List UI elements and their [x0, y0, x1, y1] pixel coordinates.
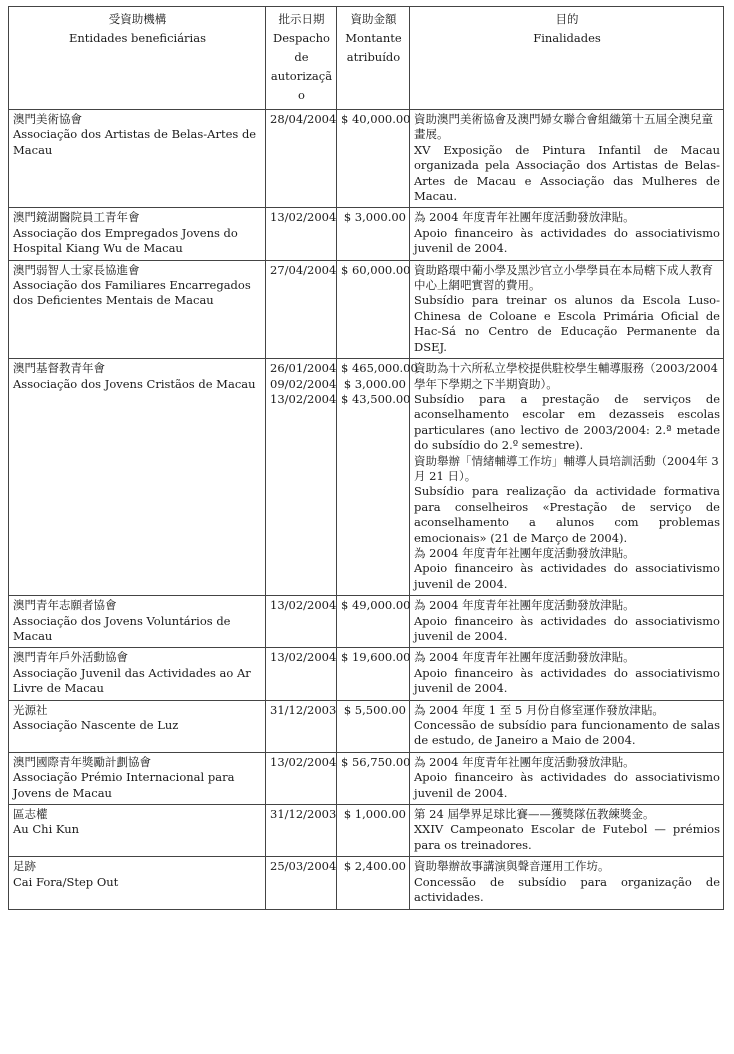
grant-purpose-block [414, 112, 720, 204]
header-entity-zh: 受資助機構 [108, 12, 167, 26]
entity-name-pt: Associação dos Jovens Voluntários de Macau [13, 613, 231, 643]
entity-cell [9, 110, 266, 208]
header-amount-pt1: Montante [345, 31, 402, 45]
purpose-zh: 為 2004 年度青年社團年度活動發放津貼。 [414, 754, 635, 769]
entity-name-zh: 澳門基督教青年會 [13, 361, 105, 376]
grant-purpose-block [414, 703, 720, 749]
entity-name-zh: 澳門鏡湖醫院員工青年會 [13, 210, 140, 225]
purpose-pt: Subsídio para a prestação de serviços de aconselhamento escolar em dezasseis escolas particulares (ano lectivo de 2003/2004: 2.ª metade do subsídio do 2.º semestre). [414, 391, 720, 453]
grant-date-block [270, 702, 337, 718]
grant-date: 28/04/2004 [270, 112, 337, 126]
purpose-cell [410, 857, 724, 909]
grant-amount: $ 56,750.00 [341, 754, 411, 769]
purpose-zh: 資助為十六所私立學校提供駐校學生輔導服務（2003/2004 學年下學期之下半期資助）。 [414, 361, 718, 391]
purpose-pt: Apoio financeiro às actividades do associativismo juvenil de 2004. [414, 770, 720, 800]
grant-amount-block [341, 807, 406, 822]
entity-cell [9, 700, 266, 752]
table-row [9, 596, 724, 648]
grant-date: 13/02/2004 [270, 754, 337, 769]
grant-amount-block [341, 859, 406, 874]
entity-name-zh: 足跡 [13, 859, 36, 874]
grant-date: 13/02/2004 [270, 650, 337, 665]
table-row [9, 752, 724, 804]
purpose-cell [410, 110, 724, 208]
purpose-pt: XV Exposição de Pintura Infantil de Macau organizada pela Associação dos Artistas de Belas-Artes de Macau e Associação das Mulheres de Macau. [414, 142, 720, 204]
grant-amount: $ 465,000.00 [341, 361, 418, 376]
purpose-zh: 資助澳門美術協會及澳門婦女聯合會組織第十五屆全澳兒童畫展。 [414, 112, 713, 142]
entity-name-pt: Cai Fora/Step Out [13, 874, 119, 889]
amount-cell [337, 752, 410, 804]
purpose-zh: 資助路環中葡小學及黑沙官立小學學員在本局轄下成人教育中心上網吧實習的費用。 [414, 262, 713, 293]
grant-date-block [270, 376, 337, 392]
header-date-pt2: autorização [270, 69, 333, 102]
entity-cell [9, 648, 266, 700]
grant-date: 25/03/2004 [270, 859, 337, 874]
grant-purpose-block [414, 859, 720, 905]
grant-date: 09/02/2004 [270, 376, 337, 391]
purpose-pt: Apoio financeiro às actividades do associativismo juvenil de 2004. [414, 665, 720, 696]
grant-amount-block [341, 650, 411, 665]
entity-name-zh: 澳門國際青年獎勵計劃協會 [13, 754, 151, 769]
amount-cell [337, 805, 410, 857]
grant-date-block [270, 859, 337, 874]
table-row [9, 110, 724, 208]
grant-amount-block [341, 112, 411, 127]
table-row [9, 805, 724, 857]
grant-amount-block [341, 361, 418, 376]
header-entity-pt: Entidades beneficiárias [68, 31, 206, 45]
purpose-pt: XXIV Campeonato Escolar de Futebol — prémios para os treinadores. [414, 822, 720, 852]
date-cell [266, 805, 337, 857]
grant-purpose-block [414, 650, 720, 696]
date-cell [266, 648, 337, 700]
grant-date-block [270, 391, 337, 407]
amount-cell [337, 857, 410, 909]
entity-name-zh: 澳門美術協會 [13, 112, 82, 126]
amount-cell [337, 208, 410, 260]
table-row [9, 359, 724, 596]
grant-amount: $ 43,500.00 [341, 391, 411, 406]
grant-date-block [270, 598, 337, 613]
grant-date: 31/12/2003 [270, 702, 337, 717]
amount-cell [337, 359, 418, 596]
grant-date-block [270, 650, 337, 665]
grant-date-block [270, 754, 337, 770]
table-row [9, 857, 724, 909]
purpose-cell [410, 359, 724, 596]
entity-name-pt: Associação Prémio Internacional para Jovens de Macau [13, 770, 235, 800]
grant-purpose-block [414, 454, 720, 546]
entity-name-pt: Associação dos Familiares Encarregados dos Deficientes Mentais de Macau [13, 278, 251, 308]
grant-date-block [270, 112, 337, 127]
amount-cell [337, 700, 410, 752]
grant-date-block [270, 361, 337, 376]
table-row [9, 700, 724, 752]
grant-amount: $ 1,000.00 [343, 807, 406, 822]
entity-cell [9, 208, 266, 260]
purpose-zh: 第 24 屆學界足球比賽——獲獎隊伍教練獎金。 [414, 807, 655, 822]
date-cell [266, 596, 337, 648]
grant-amount-block [341, 598, 411, 613]
grant-date-block [270, 262, 337, 278]
purpose-cell [410, 596, 724, 648]
purpose-zh: 為 2004 年度青年社團年度活動發放津貼。 [414, 210, 635, 225]
entity-name-zh: 光源社 [13, 702, 48, 717]
entity-cell [9, 359, 266, 596]
grant-date: 27/04/2004 [270, 262, 337, 277]
purpose-zh: 資助舉辦「情緒輔導工作坊」輔導人員培訓活動（2004年 3 月 21 日）。 [414, 453, 719, 483]
header-purpose-zh: 目的 [555, 12, 579, 26]
purpose-cell [410, 260, 724, 358]
entity-cell [9, 260, 266, 358]
date-cell [266, 110, 337, 208]
grant-amount-block [341, 377, 406, 392]
grant-amount-block [341, 210, 406, 225]
table-row [9, 648, 724, 700]
purpose-zh: 資助舉辦故事講演與聲音運用工作坊。 [414, 859, 610, 874]
grant-purpose-block [414, 546, 720, 592]
grant-date-block [270, 807, 337, 822]
grant-amount-block [341, 262, 411, 278]
grant-amount: $ 2,400.00 [343, 859, 406, 874]
grant-amount: $ 3,000.00 [343, 210, 406, 225]
entity-name-pt: Associação dos Artistas de Belas-Artes de Macau [13, 127, 257, 157]
amount-cell [337, 648, 410, 700]
entity-cell [9, 596, 266, 648]
grant-date-block [270, 210, 337, 225]
purpose-cell [410, 648, 724, 700]
entity-cell [9, 752, 266, 804]
table-row [9, 208, 724, 260]
header-date-zh: 批示日期 [278, 12, 325, 26]
purpose-pt: Apoio financeiro às actividades do associativismo juvenil de 2004. [414, 225, 720, 256]
header-purpose [410, 7, 724, 110]
amount-cell [337, 110, 410, 208]
purpose-pt: Subsídio para treinar os alunos da Escola Luso-Chinesa de Coloane e Escola Primária Oficial de Hac-Sá no Centro de Educação Permanente da DSEJ. [414, 293, 720, 354]
table-header-row [9, 7, 724, 110]
amount-cell [337, 596, 410, 648]
grant-purpose-block [414, 210, 720, 256]
purpose-zh: 為 2004 年度青年社團年度活動發放津貼。 [414, 545, 635, 560]
grant-purpose-block [414, 361, 720, 453]
grant-purpose-block [414, 598, 720, 644]
purpose-zh: 為 2004 年度青年社團年度活動發放津貼。 [414, 650, 635, 665]
entity-cell [9, 857, 266, 909]
purpose-pt: Apoio financeiro às actividades do associativismo juvenil de 2004. [414, 561, 720, 591]
grant-amount: $ 40,000.00 [341, 112, 411, 126]
header-date [266, 7, 337, 110]
date-cell [266, 700, 337, 752]
purpose-pt: Subsídio para realização da actividade formativa para conselheiros «Prestação de serviço de aconselhamento a alunos com problemas emocionais» (21 de Março de 2004). [414, 484, 720, 545]
grant-amount-block [341, 754, 411, 770]
grant-date: 13/02/2004 [270, 391, 337, 406]
entity-name-zh: 澳門青年志願者協會 [13, 598, 117, 613]
amount-cell [337, 260, 410, 358]
grant-amount: $ 60,000.00 [341, 262, 411, 277]
date-cell [266, 359, 337, 596]
grant-date: 31/12/2003 [270, 807, 337, 822]
grant-amount: $ 3,000.00 [343, 376, 406, 391]
grant-purpose-block [414, 807, 720, 853]
purpose-cell [410, 752, 724, 804]
header-amount-pt2: atribuído [346, 50, 401, 64]
entity-name-pt: Associação Juvenil das Actividades ao Ar Livre de Macau [13, 665, 251, 696]
date-cell [266, 857, 337, 909]
purpose-pt: Apoio financeiro às actividades do associativismo juvenil de 2004. [414, 613, 720, 643]
grant-amount: $ 49,000.00 [341, 598, 411, 613]
entity-name-pt: Au Chi Kun [13, 822, 80, 837]
header-amount-zh: 資助金額 [350, 12, 397, 26]
purpose-pt: Concessão de subsídio para funcionamento de salas de estudo, de Janeiro a Maio de 2004. [414, 718, 720, 748]
table-row [9, 260, 724, 358]
date-cell [266, 752, 337, 804]
grant-amount: $ 19,600.00 [341, 650, 411, 665]
grant-amount-block [341, 703, 406, 718]
entity-cell [9, 805, 266, 857]
purpose-cell [410, 805, 724, 857]
purpose-zh: 為 2004 年度青年社團年度活動發放津貼。 [414, 598, 635, 613]
header-date-pt1: Despacho de [273, 31, 330, 64]
entity-name-pt: Associação dos Empregados Jovens do Hospital Kiang Wu de Macau [13, 225, 238, 256]
entity-name-zh: 區志權 [13, 807, 48, 822]
entity-name-zh: 澳門青年戶外活動協會 [13, 650, 128, 665]
grant-amount: $ 5,500.00 [343, 702, 406, 717]
date-cell [266, 260, 337, 358]
grant-amount-block [341, 391, 411, 407]
entity-name-zh: 澳門弱智人士家長協進會 [13, 262, 140, 277]
header-entity [9, 7, 266, 110]
purpose-cell [410, 208, 724, 260]
purpose-cell [410, 700, 724, 752]
entity-name-pt: Associação Nascente de Luz [13, 718, 179, 733]
header-amount [337, 7, 410, 110]
grant-purpose-block [414, 755, 720, 801]
grant-date: 26/01/2004 [270, 361, 337, 376]
header-purpose-pt: Finalidades [533, 31, 601, 45]
grants-table [8, 6, 724, 910]
purpose-zh: 為 2004 年度 1 至 5 月份自修室運作發放津貼。 [414, 702, 664, 717]
grant-date: 13/02/2004 [270, 598, 337, 613]
date-cell [266, 208, 337, 260]
entity-name-pt: Associação dos Jovens Cristãos de Macau [13, 376, 256, 391]
grant-date: 13/02/2004 [270, 210, 337, 225]
purpose-pt: Concessão de subsídio para organização de actividades. [414, 874, 720, 905]
grant-purpose-block [414, 263, 720, 355]
